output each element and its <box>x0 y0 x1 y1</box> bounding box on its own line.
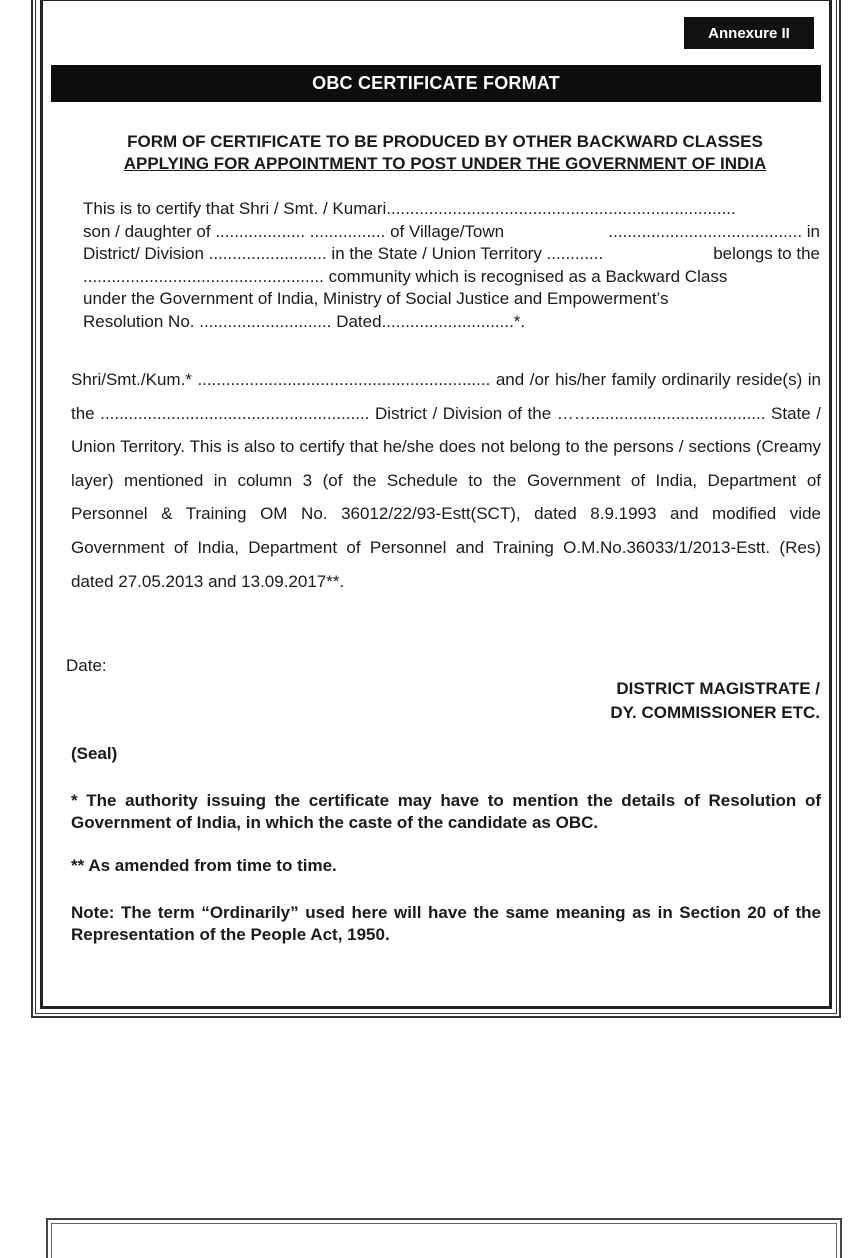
para1-line5: under the Government of India, Ministry of Social Justice and Empowerment’s <box>83 289 669 308</box>
para1-line3-left: District/ Division ......................... in the State / Union Territory ............ <box>83 244 604 263</box>
certification-paragraph <box>83 198 820 333</box>
footnote-authority: * The authority issuing the certificate may have to mention the details of Resolution of Government of India, in which the caste of the candidate as OBC. <box>71 791 821 832</box>
form-heading-line2: APPLYING FOR APPOINTMENT TO POST UNDER THE GOVERNMENT OF INDIA <box>123 154 767 173</box>
signatory-line1: DISTRICT MAGISTRATE / <box>616 679 820 698</box>
para1-line4: ................................................... community which is recognised as a Backward Class <box>83 266 728 286</box>
para1-line2-right: ......................................... in <box>608 221 820 241</box>
next-page-edge <box>46 1218 842 1258</box>
signatory-line2: DY. COMMISSIONER ETC. <box>610 703 820 722</box>
form-heading-line1: FORM OF CERTIFICATE TO BE PRODUCED BY OTHER BACKWARD CLASSES <box>127 132 763 151</box>
certificate-title: OBC CERTIFICATE FORMAT <box>51 65 821 102</box>
para1-line2-left: son / daughter of ................... ................ of Village/Town <box>83 221 505 241</box>
date-label: Date: <box>66 656 107 675</box>
para1-line6: Resolution No. ............................ Dated............................*. <box>83 311 526 331</box>
para1-line2 <box>83 221 820 244</box>
signatory-block <box>610 677 820 725</box>
para1-line3 <box>83 243 820 266</box>
form-heading <box>60 131 830 175</box>
residence-paragraph: Shri/Smt./Kum.* .............................................................. and /or his/her family ordinarily reside(s) in the ......................................................... District / Division of the ……..................................... State / Union Territory. This is also to certify that he/she does not belong to the persons / sections (Creamy layer) mentioned in column 3 (of the Schedule to the Government of India, Department of Personnel & Training OM No. 36012/22/93-Estt(SCT), dated 8.9.1993 and modified vide Government of India, Department of Personnel and Training O.M.No.36033/1/2013-Estt. (Res) dated 27.05.2013 and 13.09.2017**. <box>71 370 821 591</box>
annexure-label: Annexure II <box>684 17 814 49</box>
note-ordinarily: Note: The term “Ordinarily” used here will have the same meaning as in Section 20 of the Representation of the People Act, 1950. <box>71 903 821 944</box>
footnote-amended: ** As amended from time to time. <box>71 856 337 875</box>
para1-line1: This is to certify that Shri / Smt. / Kumari.......................................................................... <box>83 199 736 218</box>
seal-label: (Seal) <box>71 744 118 763</box>
para1-line3-right: belongs to the <box>713 244 820 263</box>
